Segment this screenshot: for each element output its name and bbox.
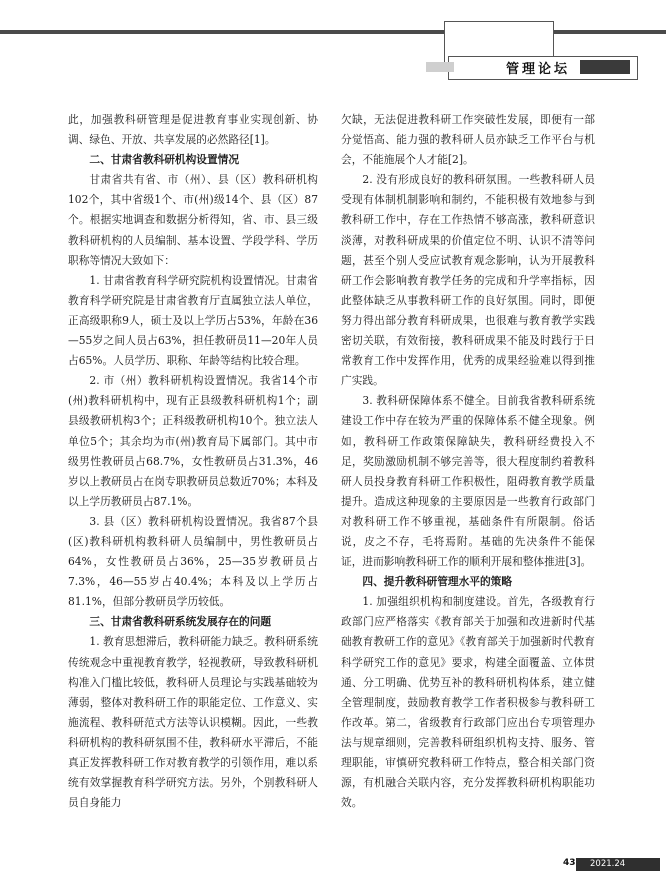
header-accent-left (426, 62, 454, 72)
paragraph: 3. 教科研保障体系不健全。目前我省教科研系统建设工作中存在较为严重的保障体系不健全现象。例如，教科研工作政策保障缺失，教科研经费投入不足，奖励激励机制不够完善等，很大程度制约着教科研人员投身教育科研工作积极性，阻碍教育教学质量提升。造成这种现象的主要原因是一些教育行政部门对教科研工作不够重视，基础条件有所限制。俗话说，皮之不存，毛将焉附。基础的先决条件不能保证，进而影响教科研工作的顺利开展和整体推进[3]。 (341, 394, 595, 569)
section-heading: 四、提升教科研管理水平的策略 (362, 575, 513, 589)
header-rule (0, 30, 666, 34)
paragraph: 2. 市（州）教科研机构设置情况。我省14个市(州)教科研机构中，现有正县级教科研机构1个；副县级教研机构3个；正科级教研机构10个。独立法人单位5个；其余均为市(州)教育局下属部门。其中市级男性教研员占68.7%，女性教研员占31.3%，46岁以上教研员占在岗专职教研员总数近70%；本科及以上学历教研员占87.1%。 (68, 374, 318, 508)
page-header (0, 18, 666, 77)
paragraph: 3. 县（区）教科研机构设置情况。我省87个县(区)教科研机构教科研人员编制中，男性教研员占64%，女性教研员占36%，25—35岁教研员占7.3%，46—55岁占40.4%；本科及以上学历占81.1%，但部分教研员学历较低。 (68, 514, 318, 609)
left-column (68, 110, 318, 813)
paragraph: 此，加强教科研管理是促进教育事业实现创新、协调、绿色、开放、共享发展的必然路径[1]。 (68, 113, 318, 147)
right-column (341, 110, 595, 813)
page-number: 43 (563, 858, 576, 868)
section-title: 管理论坛 (505, 62, 570, 77)
section-heading: 二、甘肃省教科研机构设置情况 (89, 153, 240, 167)
paragraph: 1. 教育思想滞后，教科研能力缺乏。教科研系统传统观念中重视教育教学，轻视教研，导致教科研机构准入门槛比较低，教科研人员理论与实践基础较为薄弱，整体对教科研工作的职能定位、工作意义、实施流程、教科研范式方法等认识模糊。因此，一些教科研机构的教科研氛围不佳，教科研水平滞后，不能真正发挥教科研工作对教育教学的引领作用，难以系统有效掌握教育科学研究方法。另外，个别教科研人员自身能力 (68, 635, 318, 810)
paragraph: 甘肃省共有省、市（州）、县（区）教科研机构102个，其中省级1个、市(州)级14个、县（区）87个。根据实地调查和数据分析得知，省、市、县三级教科研机构的人员编制、基本设置、学段学科、学历职称等情况大致如下： (68, 173, 318, 267)
section-heading: 三、甘肃省教科研系统发展存在的问题 (89, 615, 272, 629)
paragraph: 1. 甘肃省教育科学研究院机构设置情况。甘肃省教育科学研究院是甘肃省教育厅直属独立法人单位，正高级职称9人，硕士及以上学历占53%，年龄在36—55岁之间人员占63%，担任教研员11—20年人员占65%。人员学历、职称、年龄等结构比较合理。 (68, 273, 318, 368)
paragraph: 1. 加强组织机构和制度建设。首先，各级教育行政部门应严格落实《教育部关于加强和改进新时代基础教育教研工作的意见》《教育部关于加强新时代教育科学研究工作的意见》要求，构建全面覆盖、立体贯通、分工明确、优势互补的教科研机构体系，建立健全管理制度，鼓励教育教学工作者积极参与教科研工作改革。第二，省级教育行政部门应出台专项管理办法与规章细则，完善教科研组织机构支持、服务、管理职能，审慎研究教科研工作特点，整合相关部门资源，有机融合关联内容，充分发挥教科研机构职能功效。 (341, 595, 595, 810)
paragraph: 2. 没有形成良好的教科研氛围。一些教科研人员受现有体制机制影响和制约，不能积极有效地参与到教科研工作中，存在工作热情不够高涨，教科研意识淡薄，对教科研成果的价值定位不明、认识不清等问题，甚至个别人受应试教育观念影响，认为开展教科研工作会影响教育教学任务的完成和升学率指标，因此整体缺乏从事教科研工作的良好氛围。同时，即便努力得出部分教育科研成果，也很难与教育教学实践密切关联，有效衔接，教科研成果不能及时践行于日常教育工作中发挥作用，优秀的成果经验难以得到推广实践。 (341, 173, 595, 388)
header-accent-right (580, 60, 630, 74)
issue-label: 2021.24 (576, 858, 660, 871)
paragraph: 欠缺，无法促进教科研工作突破性发展，即便有一部分觉悟高、能力强的教科研人员亦缺乏工作平台与机会，不能施展个人才能[2]。 (341, 113, 595, 167)
